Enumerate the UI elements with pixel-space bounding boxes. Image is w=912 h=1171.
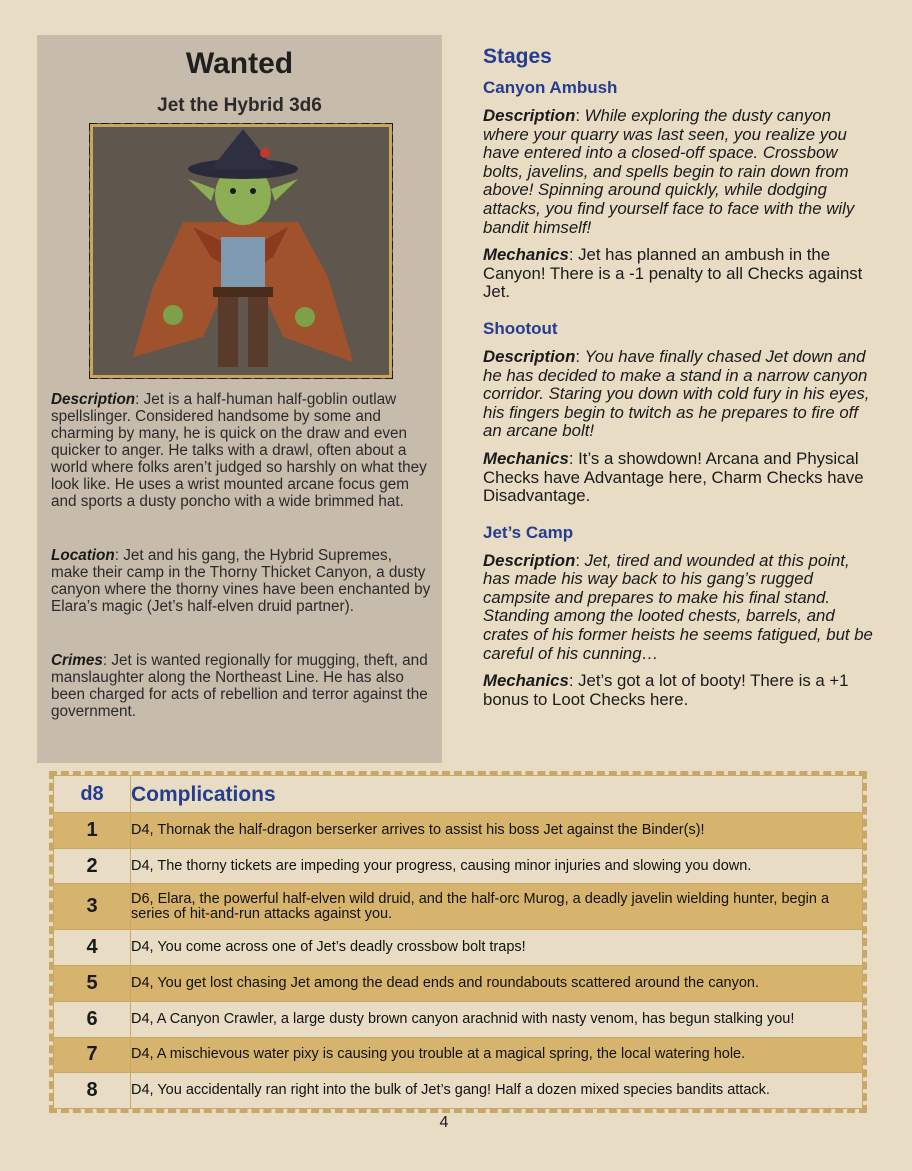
stage-description: Description: While exploring the dusty canyon where your quarry was last seen, you realize you have entered into a closed-off space. Crossbow bolts, javelins, and spells begin to rain down from above! Spinning around quickly, while dodging attacks, you find yourself face to face with the wily bandit himself! [483, 106, 855, 237]
stage-title: Shootout [483, 318, 558, 338]
roll-number: 3 [54, 884, 131, 930]
roll-number: 5 [54, 966, 131, 1002]
stage-description-label: Description [483, 550, 576, 570]
table-row [54, 1073, 863, 1109]
crimes-paragraph [51, 652, 431, 720]
stage-description-label: Description [483, 346, 576, 366]
complication-text: D4, Thornak the half-dragon berserker arrives to assist his boss Jet against the Binder(s)! [131, 813, 863, 849]
stage-mechanics-text: : Jet’s got a lot of booty! There is a +1 bonus to Loot Checks here. [483, 671, 849, 709]
stages-section [483, 45, 873, 718]
stage-description-text: While exploring the dusty canyon where your quarry was last seen, you realize you have entered into a closed-off space. Crossbow bolts, javelins, and spells begin to rain down from above! Spinning around quickly, while dodging attacks, you find yourself face to face with the wily bandit himself! [483, 106, 855, 237]
description-label: Description [51, 391, 136, 408]
npc-name: Jet the Hybrid 3d6 [157, 95, 322, 116]
location-label: Location [51, 547, 115, 564]
roll-number: 1 [54, 813, 131, 849]
wanted-title: Wanted [185, 47, 294, 80]
table-row [54, 1001, 863, 1037]
page-number: 4 [439, 1114, 449, 1131]
stage-mechanics-label: Mechanics [483, 671, 569, 691]
stage-mechanics-text: : It’s a showdown! Arcana and Physical Checks have Advantage here, Charm Checks have Disadvantage. [483, 448, 864, 506]
stage-mechanics [483, 246, 873, 302]
stages-title: Stages [483, 45, 552, 68]
stage-description: Description: Jet, tired and wounded at this point, has made his way back to his gang’s rugged campsite and prepares to make his final stand. Standing among the looted chests, barrels, and crates of his former heists he seems fatigued, but be careful of his cunning… [483, 550, 873, 663]
location-paragraph [51, 547, 431, 615]
stage-mechanics [483, 672, 873, 709]
roll-number: 8 [54, 1073, 131, 1109]
die-header: d8 [54, 776, 131, 813]
complication-text: D4, You get lost chasing Jet among the dead ends and roundabouts scattered around the canyon. [131, 966, 863, 1002]
table-row [54, 930, 863, 966]
table-row [54, 884, 863, 930]
stage-description-text: Jet, tired and wounded at this point, has made his way back to his gang’s rugged campsite and prepares to make his final stand. Standing among the looted chests, barrels, and crates of his former heists he seems fatigued, but be careful of his cunning… [483, 550, 873, 663]
roll-number: 2 [54, 848, 131, 884]
complication-text: D4, The thorny tickets are impeding your progress, causing minor injuries and slowing you down. [131, 848, 863, 884]
stage-description: Description: You have finally chased Jet down and he has decided to make a stand in a narrow canyon corridor. Staring you down with cold fury in his eyes, his fingers begin to twitch as he prepares to fire off an arcane bolt! [483, 346, 870, 441]
description-text: : Jet is a half-human half-goblin outlaw spellslinger. Considered handsome by some and charming by many, he is quick on the draw and even quicker to anger. He talks with a drawl, often about a world where folks aren’t judged so harshly on what they look like. He uses a wrist mounted arcane focus gem and sports a dusty poncho with a wide brimmed hat. [51, 391, 427, 510]
complication-text: D4, You come across one of Jet’s deadly crossbow bolt traps! [131, 930, 863, 966]
location-text: : Jet and his gang, the Hybrid Supremes, make their camp in the Thorny Thicket Canyon, a dusty canyon where the thorny vines have been enchanted by Elara’s magic (Jet’s half-elven druid partner). [51, 547, 431, 615]
roll-number: 4 [54, 930, 131, 966]
complication-text: D4, You accidentally ran right into the bulk of Jet’s gang! Half a dozen mixed species bandits attack. [131, 1073, 863, 1109]
complications-header: Complications [131, 776, 863, 813]
complication-text: D6, Elara, the powerful half-elven wild druid, and the half-orc Murog, a deadly javelin wielding hunter, begin a series of hit-and-run attacks against you. [131, 884, 863, 930]
complication-text: D4, A mischievous water pixy is causing you trouble at a magical spring, the local watering hole. [131, 1037, 863, 1073]
crimes-text: : Jet is wanted regionally for mugging, theft, and manslaughter along the Northeast Line. He has also been charged for acts of rebellion and terror against the government. [51, 652, 428, 720]
description-paragraph [51, 391, 431, 510]
roll-number: 7 [54, 1037, 131, 1073]
stage-mechanics [483, 450, 873, 506]
stage-mechanics-label: Mechanics [483, 448, 569, 468]
complications-table [49, 771, 867, 1113]
wanted-poster [37, 35, 442, 763]
goblin-outlaw-portrait [89, 123, 393, 379]
stage-mechanics-text: : Jet has planned an ambush in the Canyon! There is a -1 penalty to all Checks against Jet. [483, 245, 863, 302]
stage-title: Canyon Ambush [483, 78, 618, 97]
table-row [54, 1037, 863, 1073]
table-row [54, 966, 863, 1002]
crimes-label: Crimes [51, 652, 103, 669]
table-header-row [54, 776, 863, 813]
stage-description-text: You have finally chased Jet down and he has decided to make a stand in a narrow canyon corridor. Staring you down with cold fury in his eyes, his fingers begin to twitch as he prepares to fire off an arcane bolt! [483, 346, 870, 441]
table-row [54, 813, 863, 849]
stage-description-label: Description [483, 106, 576, 125]
roll-number: 6 [54, 1001, 131, 1037]
stage-mechanics-label: Mechanics [483, 245, 569, 265]
stage-title: Jet’s Camp [483, 522, 574, 542]
table-row [54, 848, 863, 884]
complication-text: D4, A Canyon Crawler, a large dusty brown canyon arachnid with nasty venom, has begun stalking you! [131, 1001, 863, 1037]
